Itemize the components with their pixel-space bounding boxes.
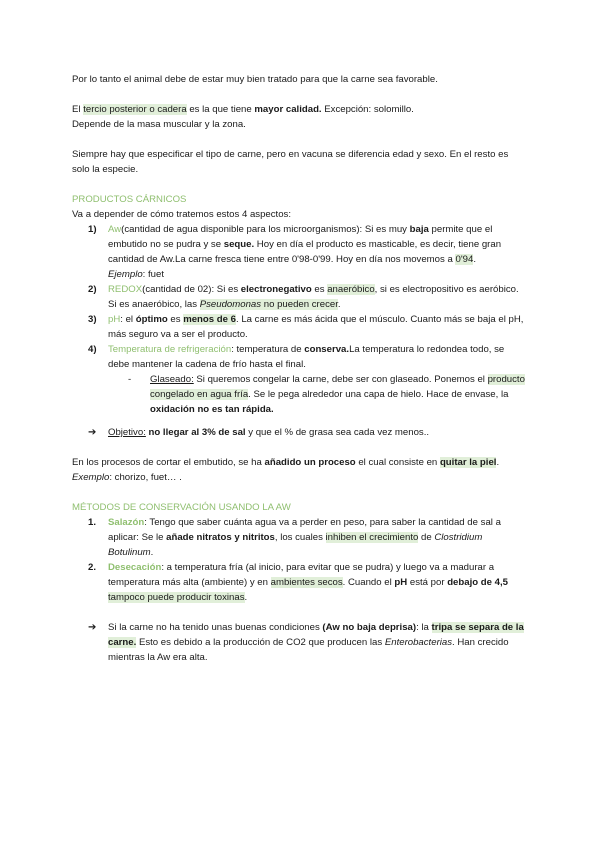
list-item-desecacion — [72, 560, 528, 605]
term-label: REDOX — [108, 284, 143, 295]
bold-text: conserva. — [304, 344, 350, 355]
text: , si es electropositivo es aeróbico. Si es anaeróbico, las — [108, 284, 519, 310]
list-number: 4) — [88, 344, 97, 355]
bold-text: oxidación no es tan rápida. — [150, 404, 274, 415]
list-item-redox — [72, 282, 528, 312]
text: . Han crecido mientras la Aw era alta. — [108, 637, 509, 663]
sub-item-glaseado — [72, 372, 528, 417]
text: En los procesos de cortar el embutido, se ha — [72, 457, 265, 468]
text: (cantidad de 02): Si es — [142, 284, 241, 295]
highlight: quitar la piel — [439, 457, 497, 468]
text: . — [496, 457, 500, 468]
text: Esto es debido a la producción de CO2 que producen las — [136, 637, 385, 648]
term-label: Desecación — [108, 562, 162, 573]
term-label: Aw — [108, 224, 122, 235]
document-page — [72, 72, 528, 665]
bold-text: electronegativo — [240, 284, 312, 295]
text: es — [167, 314, 184, 325]
term-label: Salazón — [108, 517, 145, 528]
text: : temperatura de — [231, 344, 305, 355]
text: : la — [416, 622, 432, 633]
text: de — [418, 532, 435, 543]
text: es — [311, 284, 328, 295]
text: El — [72, 104, 84, 115]
arrow-icon: ➔ — [88, 622, 97, 633]
underlined-label: Glaseado: — [150, 374, 194, 385]
paragraph-animal: Por lo tanto el animal debe de estar muy bien tratado para que la carne sea favorable. — [72, 74, 438, 85]
text: : chorizo, fuet… . — [109, 472, 182, 483]
text: permite que el embutido no se pudra y se — [108, 224, 493, 250]
bold-text: óptimo — [135, 314, 168, 325]
section-heading-metodos: MÉTODOS DE CONSERVACIÓN USANDO LA AW — [72, 502, 291, 513]
underlined-label: Objetivo: — [108, 427, 146, 438]
italic-text: Enterobacterias — [384, 637, 453, 648]
list-number: 2. — [88, 562, 97, 573]
bold-text: añadido un proceso — [264, 457, 356, 468]
list-item-ph — [72, 312, 528, 342]
arrow-item-tripa — [72, 620, 528, 665]
example-label: Exemplo — [72, 472, 110, 483]
text: . — [337, 299, 341, 310]
highlight: 0'94 — [455, 254, 474, 265]
text: está por — [407, 577, 448, 588]
list-number: 1. — [88, 517, 97, 528]
paragraph-intro: Va a depender de cómo tratemos estos 4 aspectos: — [72, 209, 292, 220]
text: . La carne es más ácida que el músculo. Cuanto más se baja el pH, más seguro va a ser el producto. — [108, 314, 524, 340]
text: y que el % de grasa sea cada vez menos.. — [245, 427, 430, 438]
paragraph-procesos — [72, 455, 528, 470]
highlight: menos de 6 — [183, 314, 236, 325]
text: Si la carne no ha tenido unas buenas condiciones — [108, 622, 323, 633]
arrow-item-objetivo — [72, 425, 528, 440]
text: La temperatura lo redondea todo, se debe mantener la cadena de frío hasta el final. — [108, 344, 505, 370]
text: Hoy en día el producto es masticable, es decir, tiene gran cantidad de Aw.La carne fresca tiene entre 0'98-0'99. Hoy en día nos movemos a — [108, 239, 502, 265]
highlight: tampoco puede producir toxinas — [108, 592, 245, 603]
list-item-salazon — [72, 515, 528, 560]
list-item-temperatura — [72, 342, 528, 372]
text: : el — [120, 314, 136, 325]
paragraph-exemplo — [72, 470, 528, 485]
section-heading-productos: PRODUCTOS CÁRNICOS — [72, 194, 187, 205]
text: es la que tiene — [186, 104, 255, 115]
term-label: Temperatura de refrigeración — [108, 344, 232, 355]
highlight: ambientes secos — [270, 577, 343, 588]
arrow-icon: ➔ — [88, 427, 97, 438]
bold-text: baja — [409, 224, 429, 235]
highlight: inhiben el crecimiento — [325, 532, 419, 543]
italic-highlight: Pseudomonas — [199, 299, 262, 310]
term-label: pH — [108, 314, 121, 325]
list-number: 1) — [88, 224, 97, 235]
bold-text: (Aw no baja deprisa) — [322, 622, 417, 633]
list-number: 3) — [88, 314, 97, 325]
paragraph-especificar: Siempre hay que especificar el tipo de carne, pero en vacuna se diferencia edad y sexo. En el resto es solo la especie. — [72, 149, 509, 175]
text: Si queremos congelar la carne, debe ser con glaseado. Ponemos el — [193, 374, 488, 385]
text: . — [244, 592, 248, 603]
highlight: tercio posterior o cadera — [83, 104, 187, 115]
bold-text: debajo de 4,5 — [447, 577, 508, 588]
highlight: tripa se separa de la carne. — [108, 622, 524, 648]
dash-bullet: - — [128, 374, 132, 385]
text: Excepción: solomillo. — [321, 104, 414, 115]
bold-text: no llegar al 3% de sal — [145, 427, 246, 438]
highlight: producto congelado en agua fría — [150, 374, 525, 400]
highlight: anaeróbico — [327, 284, 375, 295]
text: : Tengo que saber cuánta agua va a perder en peso, para saber la cantidad de sal a aplicar: Se le — [108, 517, 501, 543]
bold-text: mayor calidad. — [254, 104, 322, 115]
bold-text: añade nitratos y nitritos — [166, 532, 275, 543]
bold-text: pH — [394, 577, 408, 588]
highlight: no pueden crecer — [261, 299, 338, 310]
text: . — [473, 254, 476, 265]
list-item-aw — [72, 222, 528, 282]
text: . Se le pega alrededor una capa de hielo. Hace de envase, la — [248, 389, 509, 400]
example-label: Ejemplo — [108, 269, 143, 280]
text: : fuet — [142, 269, 165, 280]
text: , los cuales — [274, 532, 326, 543]
list-number: 2) — [88, 284, 97, 295]
bold-text: seque. — [223, 239, 255, 250]
text: (cantidad de agua disponible para los microorganismos): Si es muy — [121, 224, 410, 235]
text: : a temperatura fría (al inicio, para evitar que se pudra) y luego va a madurar a temperatura más alta (ambiente) y en — [108, 562, 495, 588]
text: . Cuando el — [342, 577, 395, 588]
text: el cual consiste en — [355, 457, 440, 468]
text: . — [150, 547, 154, 558]
italic-text: Clostridium Botulinum — [108, 532, 483, 558]
paragraph-masa: Depende de la masa muscular y la zona. — [72, 119, 246, 130]
paragraph-calidad — [72, 102, 528, 117]
